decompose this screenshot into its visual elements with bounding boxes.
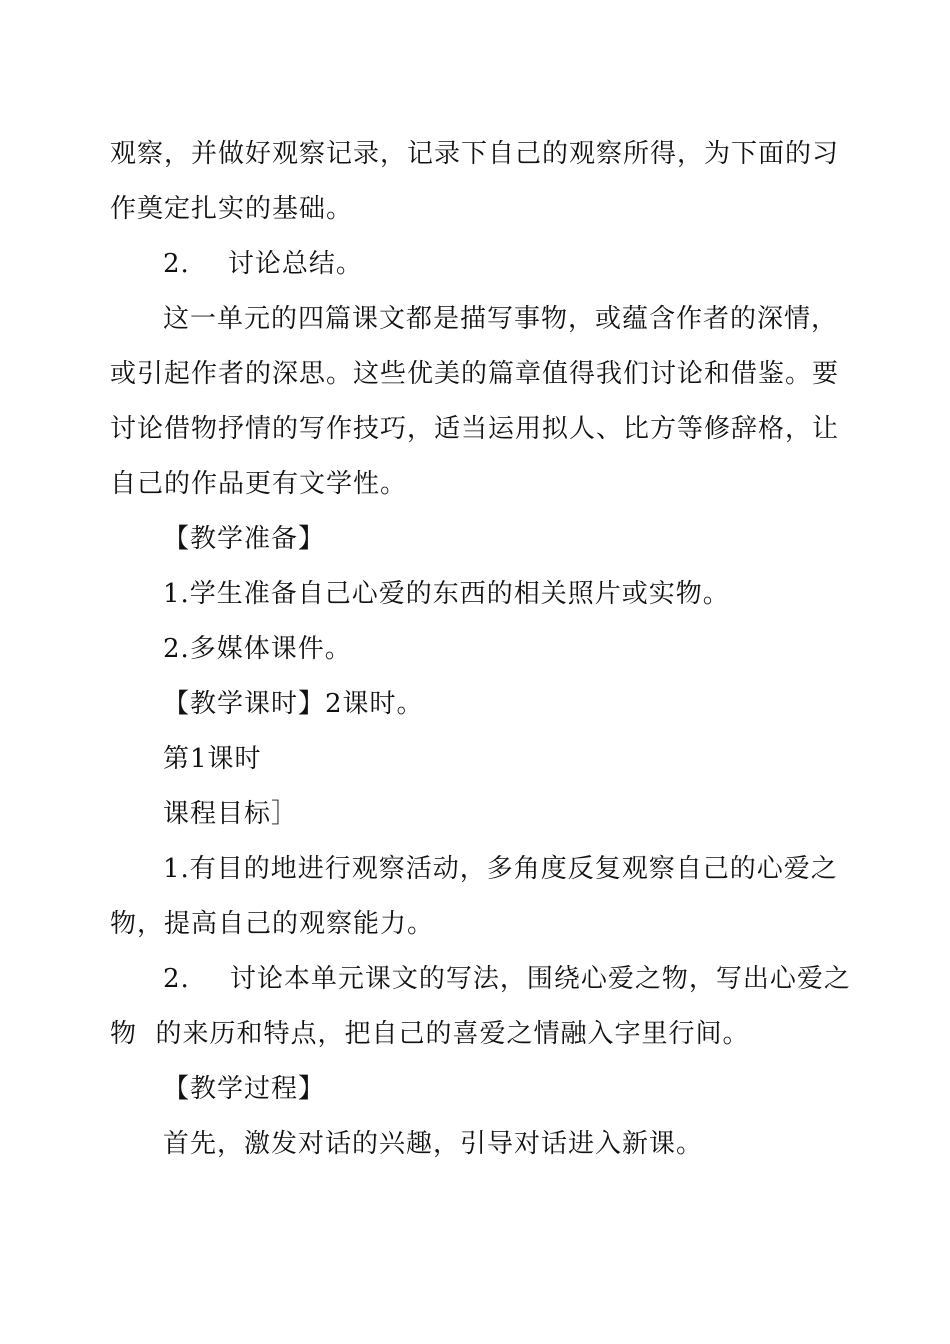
item-number: 2. bbox=[163, 249, 190, 279]
paragraph-line: 自己的作品更有文学性。 bbox=[110, 469, 408, 499]
item-text: 讨论总结。 bbox=[227, 249, 363, 279]
paragraph-line: 观察，并做好观察记录，记录下自己的观察所得，为下面的习 bbox=[110, 139, 840, 169]
paragraph-line: 作奠定扎实的基础。 bbox=[110, 194, 354, 224]
numbered-heading bbox=[0, 244, 950, 284]
list-item: 1.有目的地进行观察活动，多角度反复观察自己的心爱之 bbox=[163, 854, 838, 884]
paragraph-line: 或引起作者的深思。这些优美的篇章值得我们讨论和借鉴。要 bbox=[110, 359, 840, 389]
paragraph-line: 这一单元的四篇课文都是描写事物，或蕴含作者的深情， bbox=[163, 304, 839, 334]
lesson-title: 第1课时 bbox=[163, 744, 262, 774]
section-heading: 课程目标］ bbox=[163, 799, 299, 829]
item-number: 2. bbox=[163, 964, 190, 994]
paragraph-line: 物，提高自己的观察能力。 bbox=[110, 909, 435, 939]
paragraph-line: 首先，激发对话的兴趣，引导对话进入新课。 bbox=[163, 1129, 704, 1159]
list-item bbox=[0, 959, 950, 999]
list-item: 2.多媒体课件。 bbox=[163, 634, 352, 664]
section-heading: 【教学准备】 bbox=[163, 524, 326, 554]
paragraph-line: 物 的来历和特点，把自己的喜爱之情融入字里行间。 bbox=[110, 1019, 750, 1049]
section-heading: 【教学课时】2课时。 bbox=[163, 689, 424, 719]
section-heading: 【教学过程】 bbox=[163, 1074, 326, 1104]
item-text: 讨论本单元课文的写法，围绕心爱之物，写出心爱之 bbox=[229, 964, 851, 994]
list-item: 1.学生准备自己心爱的东西的相关照片或实物。 bbox=[163, 579, 730, 609]
paragraph-line: 讨论借物抒情的写作技巧，适当运用拟人、比方等修辞格，让 bbox=[110, 414, 840, 444]
